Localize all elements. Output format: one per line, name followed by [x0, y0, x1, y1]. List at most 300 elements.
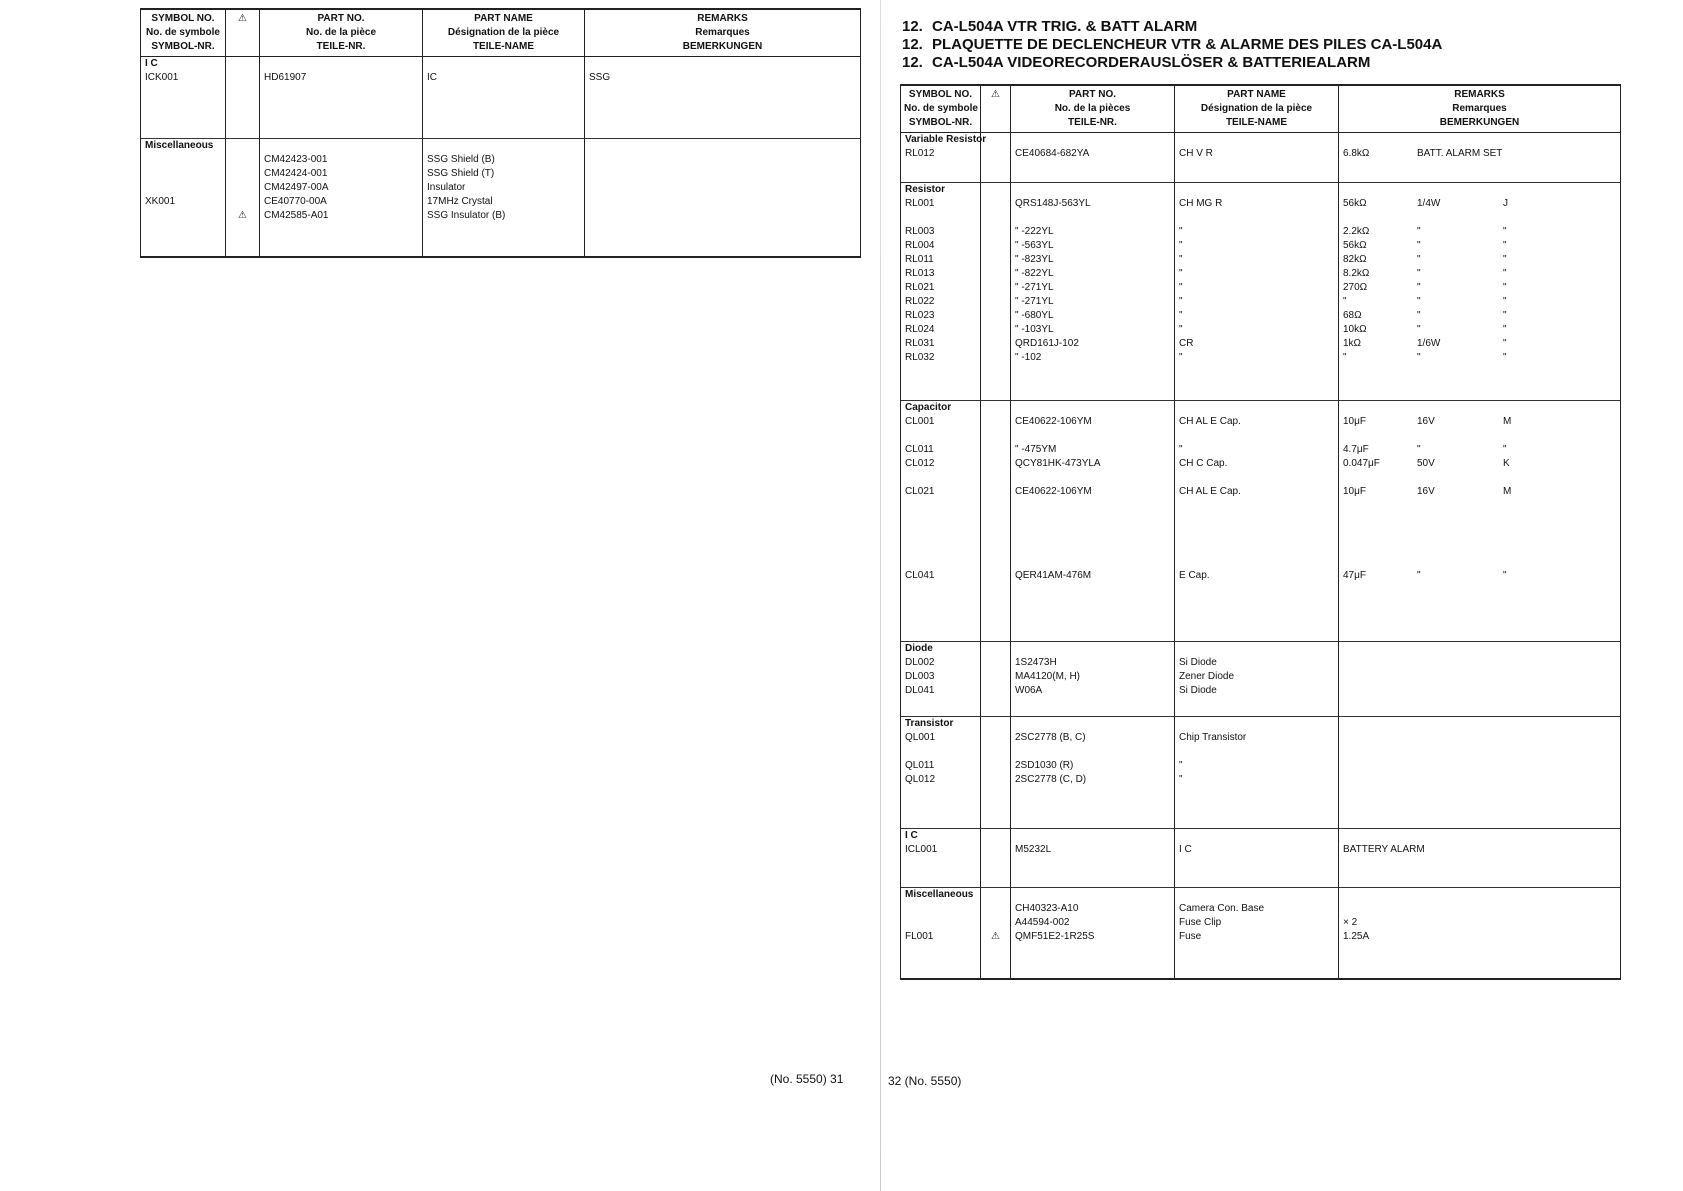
cell-line: [1343, 443, 1616, 457]
cell-line: CH AL E Cap.: [1179, 415, 1241, 427]
remark-value: [1417, 133, 1503, 147]
cell-line: [230, 167, 255, 181]
remark-value: [1343, 902, 1417, 916]
cell-symbol: [901, 400, 981, 641]
right-parts-table: [900, 84, 1621, 980]
cell-line: RL003: [905, 225, 935, 237]
remark-value: [1503, 888, 1543, 902]
remark-value: [1343, 471, 1417, 485]
cell-part-no: [260, 139, 423, 257]
cell-line: " -823YL: [1015, 253, 1054, 265]
remark-value: 16V: [1417, 415, 1435, 427]
cell-line: [1343, 457, 1616, 471]
warning-triangle-icon: ⚠: [238, 210, 247, 222]
cell-line: ": [1179, 759, 1183, 771]
cell-line: [1179, 401, 1334, 415]
remark-value: [1343, 429, 1417, 443]
cell-line: CL011: [905, 443, 934, 455]
header-warning-icon: ⚠: [981, 85, 1011, 133]
cell-line: [1015, 829, 1170, 843]
remark-value: 47μF: [1343, 569, 1366, 581]
cell-line: [905, 916, 976, 930]
cell-line: RL031: [905, 337, 935, 349]
cell-line: [230, 181, 255, 195]
cell-line: RL024: [905, 323, 935, 335]
cell-warn: [226, 57, 260, 139]
cell-line: QL001: [905, 731, 936, 743]
remark-value: 0.047μF: [1343, 457, 1380, 469]
cell-line: [1179, 717, 1334, 731]
remark-value: 56kΩ: [1343, 239, 1367, 251]
cell-line: [1179, 642, 1334, 656]
cell-part-no: [1011, 887, 1175, 979]
remark-value: [1343, 401, 1417, 415]
cell-line: CH AL E Cap.: [1179, 485, 1241, 497]
cell-part-name: [423, 57, 585, 139]
cell-line: CL001: [905, 415, 935, 427]
remark-value: 10μF: [1343, 485, 1366, 497]
cell-line: [1179, 499, 1334, 513]
cell-part-no: [1011, 182, 1175, 400]
cell-line: ": [1179, 295, 1183, 307]
remark-value: ": [1503, 309, 1507, 321]
header-remarks: REMARKS Remarques BEMERKUNGEN: [1339, 85, 1621, 133]
cell-line: [1343, 555, 1616, 569]
cell-line: RL004: [905, 239, 935, 251]
cell-line: ": [1179, 773, 1183, 785]
cell-line: RL012: [905, 148, 935, 159]
cell-line: CL041: [905, 569, 935, 581]
remark-value: M: [1503, 415, 1512, 427]
cell-line: ": [1179, 239, 1183, 251]
cell-line: [905, 471, 976, 485]
cell-symbol: [901, 182, 981, 400]
cell-part-no: [260, 57, 423, 139]
cell-warn: [981, 400, 1011, 641]
cell-part-name: [1175, 716, 1339, 828]
cell-line: [1179, 888, 1334, 902]
cell-symbol: [141, 139, 226, 257]
cell-line: [1343, 323, 1616, 337]
cell-line: Camera Con. Base: [1179, 902, 1265, 914]
remark-value: 10kΩ: [1343, 323, 1367, 335]
remark-value: [1343, 513, 1417, 527]
remark-value: [1503, 541, 1543, 555]
cell-line: [1343, 916, 1616, 930]
remark-value: [1417, 183, 1503, 197]
cell-line: ": [1179, 443, 1183, 455]
remark-value: ": [1417, 225, 1421, 237]
cell-line: [1343, 513, 1616, 527]
cell-line: [1343, 888, 1616, 902]
cell-line: [1343, 829, 1616, 843]
cell-line: QMF51E2-1R25S: [1015, 930, 1095, 942]
cell-line: I C: [145, 58, 158, 69]
remark-value: [1417, 513, 1503, 527]
cell-line: XK001: [145, 196, 176, 208]
cell-line: " -680YL: [1015, 309, 1054, 321]
remark-value: 56kΩ: [1343, 197, 1367, 209]
remark-value: [1503, 183, 1543, 197]
remark-value: [1417, 902, 1503, 916]
cell-line: 17MHz Crystal: [427, 196, 493, 208]
remark-value: ": [1417, 443, 1421, 455]
cell-line: [145, 209, 221, 223]
cell-symbol: [901, 887, 981, 979]
cell-line: CE40684-682YA: [1015, 148, 1090, 159]
remark-value: [1417, 401, 1503, 415]
cell-line: [1179, 211, 1334, 225]
cell-line: [1179, 471, 1334, 485]
remark-value: [1343, 888, 1417, 902]
cell-line: MA4120(M, H): [1015, 670, 1081, 682]
cell-line: [1343, 253, 1616, 267]
cell-line: [1179, 829, 1334, 843]
table-row: [141, 139, 861, 257]
cell-line: RL032: [905, 351, 935, 363]
table-header-row: [901, 85, 1621, 133]
cell-part-name: [1175, 133, 1339, 183]
cell-line: [1343, 225, 1616, 239]
cell-line: [1179, 555, 1334, 569]
cell-line: QL011: [905, 759, 935, 771]
cell-line: Chip Transistor: [1179, 731, 1247, 743]
remark-value: ": [1503, 225, 1507, 237]
remark-value: [1417, 471, 1503, 485]
cell-line: Diode: [905, 642, 933, 654]
remark-value: J: [1503, 197, 1508, 209]
table-row: [901, 400, 1621, 641]
cell-line: [1015, 888, 1170, 902]
remark-value: [1503, 513, 1543, 527]
cell-line: [1015, 527, 1170, 541]
cell-line: [1015, 183, 1170, 197]
cell-line: [1015, 513, 1170, 527]
cell-part-no: [1011, 133, 1175, 183]
cell-line: SSG: [589, 72, 611, 83]
remark-value: 50V: [1417, 457, 1435, 469]
remark-value: ": [1343, 295, 1347, 307]
title-line-de: 12. CA-L504A VIDEORECORDERAUSLÖSER & BATTERIEALARM: [902, 54, 1371, 71]
cell-line: " -222YL: [1015, 225, 1054, 237]
remark-value: ": [1417, 267, 1421, 279]
cell-line: [905, 902, 976, 916]
cell-line: [1343, 295, 1616, 309]
remark-value: 68Ω: [1343, 309, 1362, 321]
remark-value: [1417, 499, 1503, 513]
cell-symbol: [901, 828, 981, 887]
remark-value: [1343, 829, 1417, 843]
cell-line: [905, 527, 976, 541]
cell-line: [1343, 415, 1616, 429]
cell-line: [985, 888, 1006, 902]
cell-symbol: [901, 133, 987, 183]
remark-value: [1503, 147, 1543, 161]
cell-line: W06A: [1015, 684, 1043, 696]
cell-line: " -271YL: [1015, 295, 1054, 307]
remark-value: [1503, 829, 1543, 843]
cell-symbol: [901, 641, 981, 716]
cell-warn: [981, 182, 1011, 400]
cell-line: CM42585-A01: [264, 210, 329, 222]
cell-line: [1343, 267, 1616, 281]
cell-line: [427, 139, 580, 153]
cell-line: " -822YL: [1015, 267, 1054, 279]
cell-line: Resistor: [905, 183, 946, 195]
cell-line: [1015, 717, 1170, 731]
cell-line: Insulator: [427, 182, 466, 194]
cell-line: ": [1179, 253, 1183, 265]
cell-part-no: [1011, 716, 1175, 828]
cell-line: RL001: [905, 197, 935, 209]
remark-value: [1503, 902, 1543, 916]
remark-value: ": [1503, 443, 1507, 455]
cell-line: CE40622-106YM: [1015, 485, 1092, 497]
cell-line: 2SC2778 (C, D): [1015, 773, 1087, 785]
cell-line: [1015, 429, 1170, 443]
cell-line: [905, 541, 976, 555]
cell-line: [145, 181, 221, 195]
cell-line: [230, 139, 255, 153]
cell-line: [145, 153, 221, 167]
cell-line: [427, 57, 580, 71]
remark-value: ": [1417, 239, 1421, 251]
cell-line: [1343, 183, 1616, 197]
cell-part-no: [1011, 641, 1175, 716]
cell-line: " -271YL: [1015, 281, 1054, 293]
remark-value: [1503, 211, 1543, 225]
remark-value: [1343, 541, 1417, 555]
cell-part-name: [1175, 400, 1339, 641]
remark-value: [1343, 211, 1417, 225]
cell-warn: [981, 641, 1011, 716]
remark-value: [1417, 829, 1503, 843]
cell-line: RL022: [905, 295, 935, 307]
cell-line: [1015, 499, 1170, 513]
remark-value: [1417, 555, 1503, 569]
header-remarks: REMARKS Remarques BEMERKUNGEN: [585, 9, 861, 57]
cell-line: CE40622-106YM: [1015, 415, 1092, 427]
remark-value: × 2: [1343, 916, 1358, 928]
cell-line: [1343, 281, 1616, 295]
cell-line: [1343, 499, 1616, 513]
cell-line: SSG Shield (T): [427, 168, 495, 180]
cell-warn: [226, 139, 260, 257]
cell-line: [1343, 902, 1616, 916]
cell-line: [1343, 147, 1616, 161]
header-symbol: SYMBOL NO. No. de symbole SYMBOL-NR.: [141, 9, 226, 57]
cell-line: [1179, 429, 1334, 443]
cell-line: [264, 57, 418, 71]
cell-symbol: [901, 716, 981, 828]
remark-value: [1343, 133, 1417, 147]
remark-value: [1417, 541, 1503, 555]
cell-line: RL021: [905, 281, 935, 293]
cell-line: [905, 499, 976, 513]
remark-value: [1417, 211, 1503, 225]
cell-line: [1343, 337, 1616, 351]
cell-line: CH40323-A10: [1015, 902, 1079, 914]
cell-line: [905, 429, 976, 443]
cell-line: [905, 211, 976, 225]
cell-line: SSG Shield (B): [427, 154, 495, 166]
cell-line: [1343, 930, 1616, 944]
cell-line: FL001: [905, 930, 934, 942]
right-page: [880, 0, 1683, 1191]
table-row: [901, 828, 1621, 887]
remark-value: 6.8kΩ: [1343, 148, 1370, 159]
cell-line: ": [1179, 281, 1183, 293]
header-symbol: SYMBOL NO. No. de symbole SYMBOL-NR.: [901, 85, 981, 133]
cell-line: " -475YM: [1015, 443, 1057, 455]
cell-line: [1343, 569, 1616, 583]
remark-value: ": [1417, 253, 1421, 265]
cell-line: [1179, 183, 1334, 197]
cell-part-name: [1175, 828, 1339, 887]
cell-line: ": [1179, 267, 1183, 279]
cell-line: [1015, 133, 1170, 147]
cell-remarks: [1339, 887, 1621, 979]
cell-line: Fuse: [1179, 930, 1202, 942]
cell-line: I C: [1179, 843, 1192, 855]
cell-line: [1343, 239, 1616, 253]
remark-value: BATT. ALARM SET: [1417, 148, 1503, 159]
remark-value: 1kΩ: [1343, 337, 1362, 349]
cell-line: [264, 139, 418, 153]
cell-line: [905, 513, 976, 527]
cell-line: [1015, 745, 1170, 759]
cell-remarks: [1339, 716, 1621, 828]
remark-value: M: [1503, 485, 1512, 497]
cell-line: [1015, 401, 1170, 415]
cell-line: QCY81HK-473YLA: [1015, 457, 1101, 469]
page-number-right: 32 (No. 5550): [888, 1074, 962, 1088]
remark-value: [1503, 555, 1543, 569]
remark-value: 82kΩ: [1343, 253, 1367, 265]
cell-line: CM42424-001: [264, 168, 328, 180]
remark-value: K: [1503, 457, 1510, 469]
remark-value: [1503, 843, 1543, 857]
cell-line: [985, 902, 1006, 916]
cell-line: CL021: [905, 485, 935, 497]
cell-line: SSG Insulator (B): [427, 210, 506, 222]
cell-line: ICK001: [145, 72, 179, 83]
cell-line: [1015, 555, 1170, 569]
remark-value: [1417, 916, 1503, 930]
cell-line: Miscellaneous: [905, 888, 974, 900]
title-line-fr: 12. PLAQUETTE DE DECLENCHEUR VTR & ALARME DES PILES CA-L504A: [902, 36, 1443, 53]
cell-part-name: [1175, 182, 1339, 400]
cell-line: 2SC2778 (B, C): [1015, 731, 1086, 743]
cell-line: DL003: [905, 670, 935, 682]
cell-line: Capacitor: [905, 401, 952, 413]
remark-value: ": [1503, 337, 1507, 349]
remark-value: ": [1417, 295, 1421, 307]
cell-line: [1179, 527, 1334, 541]
remark-value: [1503, 527, 1543, 541]
remark-value: [1343, 499, 1417, 513]
cell-line: [905, 555, 976, 569]
cell-line: QL012: [905, 773, 936, 785]
cell-line: [1015, 471, 1170, 485]
remark-value: 10μF: [1343, 415, 1366, 427]
cell-line: QER41AM-476M: [1015, 569, 1092, 581]
cell-line: 1S2473H: [1015, 656, 1057, 668]
table-row: [901, 716, 1621, 828]
cell-line: [1343, 197, 1616, 211]
cell-line: CL012: [905, 457, 935, 469]
cell-line: Si Diode: [1179, 656, 1217, 668]
remark-value: 2.2kΩ: [1343, 225, 1370, 237]
remark-value: ": [1503, 569, 1507, 581]
cell-line: CH MG R: [1179, 197, 1223, 209]
cell-line: CM42497-00A: [264, 182, 329, 194]
cell-remarks: [1339, 400, 1621, 641]
cell-line: CE40770-00A: [264, 196, 327, 208]
remark-value: [1417, 930, 1503, 944]
cell-line: ": [1179, 351, 1183, 363]
warning-triangle-icon: ⚠: [991, 930, 1000, 942]
cell-line: [1343, 471, 1616, 485]
remark-value: ": [1417, 309, 1421, 321]
cell-warn: [981, 887, 1011, 979]
cell-part-name: [1175, 887, 1339, 979]
remark-value: 1/6W: [1417, 337, 1441, 349]
cell-part-name: [1175, 641, 1339, 716]
remark-value: ": [1343, 351, 1347, 363]
cell-line: [1343, 541, 1616, 555]
cell-part-no: [1011, 828, 1175, 887]
cell-line: ICL001: [905, 843, 938, 855]
remark-value: ": [1417, 569, 1421, 581]
cell-line: I C: [905, 829, 918, 841]
remark-value: [1503, 401, 1543, 415]
header-part-no: PART NO. No. de la pièce TEILE-NR.: [260, 9, 423, 57]
table-row: [141, 57, 861, 139]
cell-line: [905, 745, 976, 759]
remark-value: BATTERY ALARM: [1343, 843, 1425, 855]
cell-line: DL041: [905, 684, 935, 696]
cell-line: [1343, 401, 1616, 415]
cell-line: QRD161J-102: [1015, 337, 1079, 349]
section-title: [902, 18, 1442, 72]
remark-value: 1/4W: [1417, 197, 1441, 209]
cell-line: Miscellaneous: [145, 140, 214, 152]
cell-symbol: [141, 57, 226, 139]
remark-value: [1503, 429, 1543, 443]
header-part-no: PART NO. No. de la pièces TEILE-NR.: [1011, 85, 1175, 133]
remark-value: [1417, 843, 1503, 857]
table-header-row: [141, 9, 861, 57]
header-part-name: PART NAME Désignation de la pièce TEILE-NAME: [1175, 85, 1339, 133]
cell-line: M5232L: [1015, 843, 1052, 855]
remark-value: 270Ω: [1343, 281, 1368, 293]
title-line-en: 12. CA-L504A VTR TRIG. & BATT ALARM: [902, 18, 1198, 35]
cell-remarks: [1339, 182, 1621, 400]
remark-value: ": [1503, 323, 1507, 335]
table-row: [901, 887, 1621, 979]
cell-line: 2SD1030 (R): [1015, 759, 1074, 771]
cell-line: [1343, 527, 1616, 541]
cell-line: RL023: [905, 309, 935, 321]
cell-line: [1343, 843, 1616, 857]
table-row: [901, 133, 1621, 183]
remark-value: [1503, 916, 1543, 930]
cell-line: DL002: [905, 656, 935, 668]
cell-line: [1343, 485, 1616, 499]
table-row: [901, 641, 1621, 716]
cell-line: RL013: [905, 267, 935, 279]
